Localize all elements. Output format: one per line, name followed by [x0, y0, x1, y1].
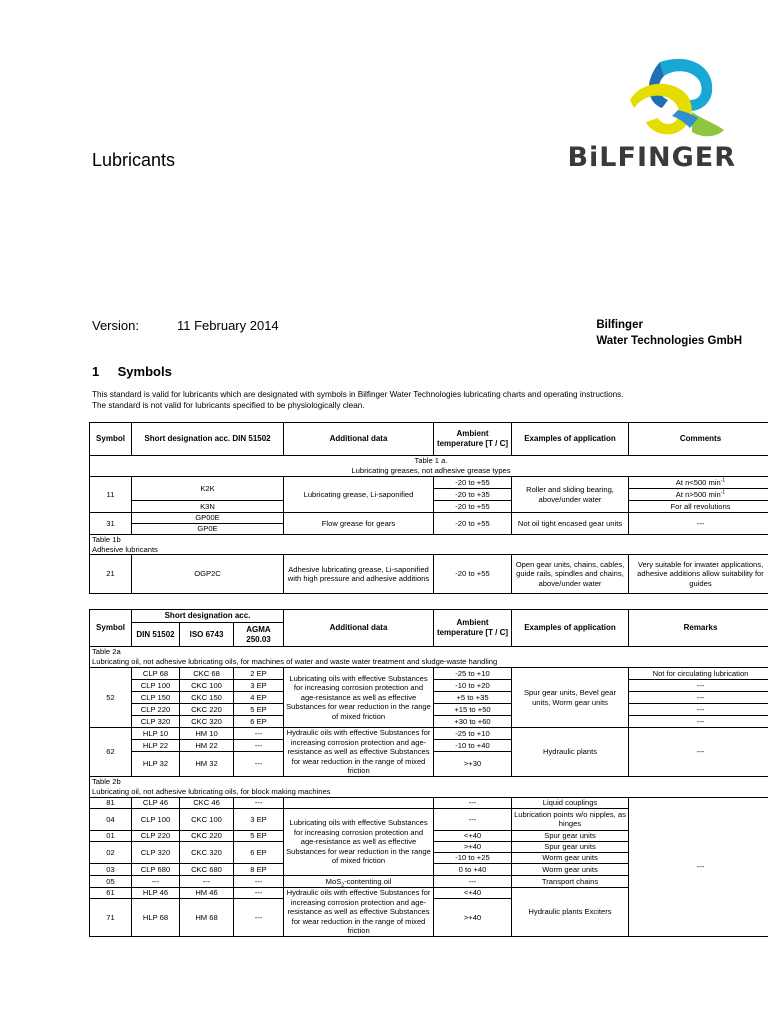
examples-cell: Open gear units, chains, cables, guide rails, spindles and chains, above/under water — [512, 555, 629, 594]
examples-cell: Worm gear units — [512, 852, 629, 863]
table-2-header-row — [90, 610, 768, 623]
col-header-din: DIN 51502 — [132, 623, 180, 647]
examples-cell: Transport chains — [512, 875, 629, 887]
agma-cell: --- — [234, 728, 284, 740]
din-cell: CLP 320 — [132, 716, 180, 728]
symbol-cell: 31 — [90, 513, 132, 535]
agma-cell: 5 EP — [234, 830, 284, 841]
iso-cell: HM 32 — [180, 752, 234, 777]
temp-cell: +15 to +50 — [434, 704, 512, 716]
version-line — [92, 318, 279, 333]
table-row — [90, 668, 768, 680]
mos-subscript: 2 — [341, 882, 345, 888]
din-cell: CLP 320 — [132, 841, 180, 863]
comment-text: At n<500 min — [675, 477, 721, 487]
intro-text — [92, 389, 624, 411]
iso-cell: CKC 220 — [180, 830, 234, 841]
company-block — [596, 317, 742, 349]
examples-cell: Spur gear units — [512, 841, 629, 852]
examples-cell: Worm gear units — [512, 863, 629, 875]
agma-cell: --- — [234, 887, 284, 898]
iso-cell: CKC 320 — [180, 841, 234, 863]
additional-cell: Hydraulic oils with effective Substances for increasing corrosion protection and age-resistance as well as effective Substances for wear reduction in the range of mixed friction — [284, 728, 434, 777]
comment-cell: --- — [629, 513, 768, 535]
mos-text: MoS — [325, 876, 342, 886]
symbol-cell: 05 — [90, 875, 132, 887]
agma-cell: 2 EP — [234, 668, 284, 680]
examples-cell: Spur gear units, Bevel gear units, Worm gear units — [512, 668, 629, 728]
examples-cell: Not oil tight encased gear units — [512, 513, 629, 535]
col-header-short-designation: Short designation acc. DIN 51502 — [132, 423, 284, 456]
symbol-cell: 03 — [90, 863, 132, 875]
section-title: Symbols — [117, 364, 172, 379]
agma-cell: 5 EP — [234, 704, 284, 716]
comment-cell — [629, 477, 768, 489]
table-2a-description: Lubricating oil, not adhesive lubricating oils, for machines of water and waste water treatment and sludge-waste handling — [92, 657, 498, 666]
company-line-1: Bilfinger — [596, 319, 643, 331]
temp-cell: >+40 — [434, 841, 512, 852]
temp-cell: --- — [434, 808, 512, 830]
comment-cell: For all revolutions — [629, 501, 768, 513]
designation-cell: GP0E — [132, 524, 284, 535]
examples-cell: Spur gear units — [512, 830, 629, 841]
table-1a-label: Table 1 a. — [414, 456, 448, 466]
temp-cell: --- — [434, 797, 512, 808]
table-1a-caption — [90, 456, 768, 477]
symbol-cell: 04 — [90, 808, 132, 830]
din-cell: --- — [132, 875, 180, 887]
iso-cell: CKC 150 — [180, 692, 234, 704]
table-2a-caption — [90, 647, 768, 668]
col-header-iso: ISO 6743 — [180, 623, 234, 647]
additional-cell: Hydraulic oils with effective Substances for increasing corrosion protection and age-resistance as well as effective Substances for wear reduction in the range of mixed friction — [284, 887, 434, 936]
table-row — [90, 728, 768, 740]
symbol-cell: 21 — [90, 555, 132, 594]
company-line-2: Water Technologies GmbH — [596, 335, 742, 347]
examples-cell: Hydraulic plants Exciters — [512, 887, 629, 936]
version-label: Version: — [92, 318, 139, 333]
symbol-cell: 01 — [90, 830, 132, 841]
table-2b-caption — [90, 776, 768, 797]
symbol-cell: 11 — [90, 477, 132, 513]
additional-cell — [284, 875, 434, 887]
iso-cell: CKC 100 — [180, 808, 234, 830]
additional-cell: Adhesive lubricating grease, Li-saponified with high pressure and adhesive additions — [284, 555, 434, 594]
din-cell: CLP 220 — [132, 830, 180, 841]
agma-cell: 3 EP — [234, 808, 284, 830]
comment-cell — [629, 489, 768, 501]
iso-cell: CKC 46 — [180, 797, 234, 808]
col-header-additional: Additional data — [284, 423, 434, 456]
additional-cell — [284, 797, 434, 808]
agma-cell: 4 EP — [234, 692, 284, 704]
remark-cell: --- — [629, 797, 768, 936]
iso-cell: HM 68 — [180, 898, 234, 936]
temp-cell: +30 to +60 — [434, 716, 512, 728]
designation-cell: OGP2C — [132, 555, 284, 594]
additional-cell: Lubricating grease, Li-saponified — [284, 477, 434, 513]
temp-cell: -10 to +25 — [434, 852, 512, 863]
table-2b-description: Lubricating oil, not adhesive lubricating oils, for block making machines — [92, 786, 331, 796]
din-cell: HLP 32 — [132, 752, 180, 777]
col-header-examples: Examples of application — [512, 423, 629, 456]
table-1 — [89, 422, 768, 594]
intro-line-2: The standard is not valid for lubricants specified to be physiologically clean. — [92, 401, 365, 410]
examples-cell: Roller and sliding bearing, above/under water — [512, 477, 629, 513]
col-header-agma: AGMA 250.03 — [234, 623, 284, 647]
version-date: 11 February 2014 — [177, 318, 279, 333]
bilfinger-logo-icon — [620, 52, 735, 147]
iso-cell: CKC 68 — [180, 668, 234, 680]
col-header-comments: Comments — [629, 423, 768, 456]
din-cell: CLP 150 — [132, 692, 180, 704]
agma-cell: --- — [234, 797, 284, 808]
symbol-cell: 81 — [90, 797, 132, 808]
iso-cell: HM 10 — [180, 728, 234, 740]
symbol-cell: 62 — [90, 728, 132, 777]
col-header-short-designation: Short designation acc. — [132, 610, 284, 623]
temp-cell: >+40 — [434, 898, 512, 936]
agma-cell: --- — [234, 740, 284, 752]
temp-cell: >+30 — [434, 752, 512, 777]
comment-text: At n>500 min — [675, 489, 721, 499]
agma-cell: --- — [234, 875, 284, 887]
din-cell: CLP 100 — [132, 808, 180, 830]
temp-cell: -20 to +55 — [434, 555, 512, 594]
temp-cell: -25 to +10 — [434, 728, 512, 740]
temp-cell: -20 to +55 — [434, 501, 512, 513]
iso-cell: --- — [180, 875, 234, 887]
additional-cell: Flow grease for gears — [284, 513, 434, 535]
table-row — [90, 513, 768, 524]
col-header-ambient: Ambient temperature [T / C] — [434, 423, 512, 456]
temp-cell: -20 to +35 — [434, 489, 512, 501]
additional-cell: Lubricating oils with effective Substances for increasing corrosion protection and age-resistance as well as effective Substances for wear reduction in the range of mixed friction — [284, 668, 434, 728]
agma-cell: 6 EP — [234, 841, 284, 863]
agma-cell: 3 EP — [234, 680, 284, 692]
table-row — [90, 797, 768, 808]
table-1b-caption — [90, 535, 768, 555]
table-2b-label: Table 2b — [92, 777, 121, 787]
temp-cell: -10 to +20 — [434, 680, 512, 692]
din-cell: HLP 10 — [132, 728, 180, 740]
examples-cell: Liquid couplings — [512, 797, 629, 808]
symbol-cell: 52 — [90, 668, 132, 728]
iso-cell: CKC 100 — [180, 680, 234, 692]
table-1b-label: Table 1b — [92, 535, 121, 544]
section-number: 1 — [92, 364, 100, 379]
table-1a-description: Lubricating greases, not adhesive grease types — [351, 466, 511, 475]
remark-cell: --- — [629, 704, 768, 716]
temp-cell: -20 to +55 — [434, 513, 512, 535]
col-header-additional: Additional data — [284, 610, 434, 647]
agma-cell: --- — [234, 898, 284, 936]
temp-cell: --- — [434, 875, 512, 887]
iso-cell: CKC 220 — [180, 704, 234, 716]
iso-cell: HM 22 — [180, 740, 234, 752]
agma-cell: 6 EP — [234, 716, 284, 728]
iso-cell: CKC 320 — [180, 716, 234, 728]
din-cell: HLP 68 — [132, 898, 180, 936]
mos-suffix: -contenting oil — [344, 876, 392, 886]
din-cell: CLP 220 — [132, 704, 180, 716]
page-title: Lubricants — [92, 150, 176, 170]
comment-superscript: -1 — [720, 489, 726, 496]
col-header-ambient: Ambient temperature [T / C] — [434, 610, 512, 647]
din-cell: CLP 100 — [132, 680, 180, 692]
temp-cell: <+40 — [434, 887, 512, 898]
agma-cell: 8 EP — [234, 863, 284, 875]
col-header-remarks: Remarks — [629, 610, 768, 647]
col-header-examples: Examples of application — [512, 610, 629, 647]
din-cell: HLP 46 — [132, 887, 180, 898]
temp-cell: 0 to +40 — [434, 863, 512, 875]
din-cell: CLP 680 — [132, 863, 180, 875]
temp-cell: +5 to +35 — [434, 692, 512, 704]
remark-cell: --- — [629, 692, 768, 704]
temp-cell: -10 to +40 — [434, 740, 512, 752]
table-2a-label: Table 2a — [92, 647, 121, 657]
intro-line-1: This standard is valid for lubricants which are designated with symbols in Bilfinger Water Technologies lubricating charts and operating instructions. — [92, 390, 624, 399]
designation-cell: K3N — [132, 501, 284, 513]
comment-superscript: -1 — [720, 477, 726, 484]
table-row — [90, 477, 768, 489]
iso-cell: CKC 680 — [180, 863, 234, 875]
din-cell: CLP 46 — [132, 797, 180, 808]
additional-cell: Lubricating oils with effective Substances for increasing corrosion protection and age-resistance as well as effective Substances for wear reduction in the range of mixed friction — [284, 808, 434, 875]
temp-cell: -20 to +55 — [434, 477, 512, 489]
table-1-header-row — [90, 423, 768, 456]
symbol-cell: 02 — [90, 841, 132, 863]
designation-cell: GP00E — [132, 513, 284, 524]
temp-cell: <+40 — [434, 830, 512, 841]
designation-cell: K2K — [132, 477, 284, 501]
temp-cell: -25 to +10 — [434, 668, 512, 680]
section-heading — [92, 364, 172, 379]
iso-cell: HM 46 — [180, 887, 234, 898]
remark-cell: --- — [629, 680, 768, 692]
remark-cell: --- — [629, 728, 768, 777]
brand-wordmark: BiLFINGER — [567, 142, 736, 173]
din-cell: CLP 68 — [132, 668, 180, 680]
examples-cell: Lubrication points w/o nipples, as hinges — [512, 808, 629, 830]
table-2 — [89, 609, 768, 937]
comment-cell: Very suitable for inwater applications, adhesive additions allow suitability for guides — [629, 555, 768, 594]
agma-cell: --- — [234, 752, 284, 777]
col-header-symbol: Symbol — [90, 423, 132, 456]
remark-cell: Not for circulating lubrication — [629, 668, 768, 680]
col-header-symbol: Symbol — [90, 610, 132, 647]
table-row — [90, 555, 768, 594]
symbol-cell: 71 — [90, 898, 132, 936]
remark-cell: --- — [629, 716, 768, 728]
symbol-cell: 61 — [90, 887, 132, 898]
din-cell: HLP 22 — [132, 740, 180, 752]
examples-cell: Hydraulic plants — [512, 728, 629, 777]
table-1b-description: Adhesive lubricants — [92, 544, 158, 554]
